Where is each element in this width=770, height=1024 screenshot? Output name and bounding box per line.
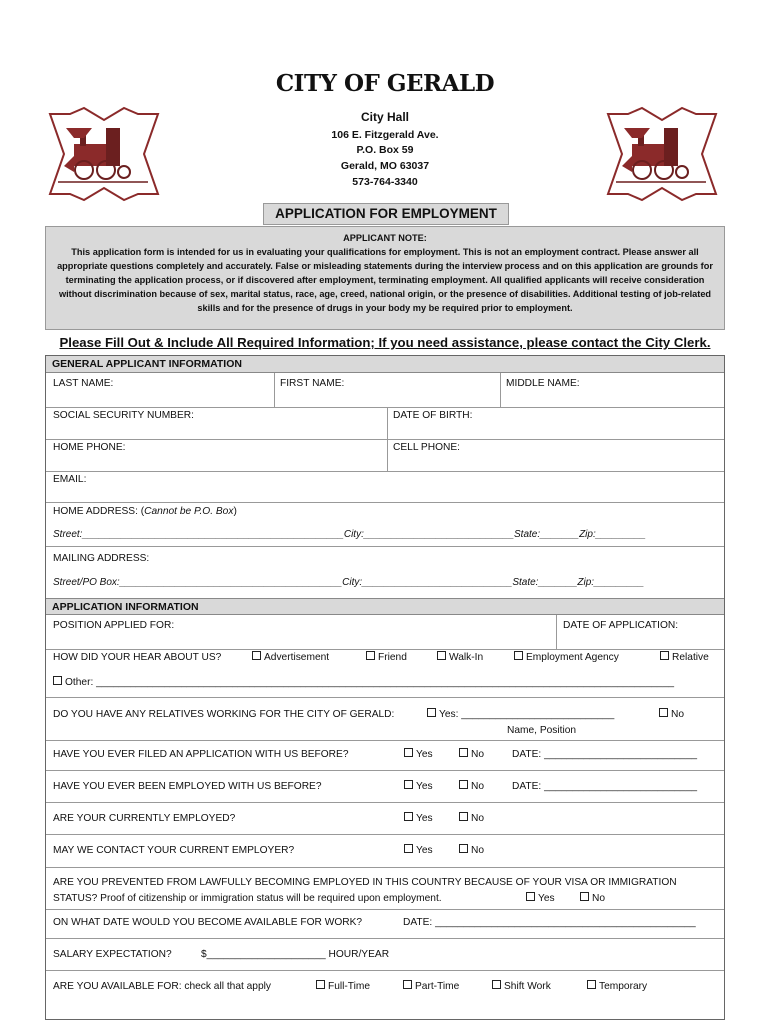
checkbox-icon[interactable]	[404, 748, 413, 757]
available-for-question: ARE YOU AVAILABLE FOR: check all that apply	[53, 981, 271, 992]
phone-number: 573-764-3340	[352, 176, 418, 188]
checkbox-icon[interactable]	[459, 748, 468, 757]
available-date-question: ON WHAT DATE WOULD YOU BECOME AVAILABLE FOR WORK?	[53, 917, 363, 928]
prevented-question-line2: STATUS? Proof of citizenship or immigration status will be required upon employment.	[53, 893, 442, 904]
currently-employed-no-option[interactable]: No	[459, 812, 484, 824]
filed-no-option[interactable]: No	[459, 748, 484, 760]
part-time-option[interactable]: Part-Time	[403, 980, 459, 992]
salary-line: $_____________________ HOUR/YEAR	[201, 949, 390, 960]
applicant-note	[45, 226, 725, 330]
employment-agency-option[interactable]: Employment Agency	[514, 651, 619, 663]
first-name-label: FIRST NAME:	[280, 378, 345, 389]
checkbox-icon[interactable]	[404, 780, 413, 789]
checkbox-icon[interactable]	[427, 708, 436, 717]
application-section-heading: APPLICATION INFORMATION	[46, 598, 724, 615]
email-label: EMAIL:	[53, 474, 87, 485]
checkbox-icon[interactable]	[587, 980, 596, 989]
checkbox-icon[interactable]	[659, 708, 668, 717]
friend-option[interactable]: Friend	[366, 651, 407, 663]
address-street: 106 E. Fitzgerald Ave.	[331, 129, 439, 141]
fill-out-instruction: Please Fill Out & Include All Required Information; If you need assistance, please contact the City Clerk.	[59, 335, 711, 350]
name-position-caption: Name, Position	[507, 725, 577, 736]
checkbox-icon[interactable]	[403, 980, 412, 989]
shift-work-option[interactable]: Shift Work	[492, 980, 551, 992]
advertisement-option[interactable]: Advertisement	[252, 651, 329, 663]
contact-employer-question: MAY WE CONTACT YOUR CURRENT EMPLOYER?	[53, 845, 295, 856]
salary-question: SALARY EXPECTATION?	[53, 949, 172, 960]
relatives-question: DO YOU HAVE ANY RELATIVES WORKING FOR THE CITY OF GERALD:	[53, 709, 395, 720]
checkbox-icon[interactable]	[404, 812, 413, 821]
checkbox-icon[interactable]	[366, 651, 375, 660]
how-hear-label: HOW DID YOUR HEAR ABOUT US?	[53, 652, 222, 663]
home-address-line: Street:_______________________________________________City:___________________________State:_______Zip:_________	[53, 529, 646, 540]
prevented-no-option[interactable]: No	[580, 892, 605, 904]
checkbox-icon[interactable]	[459, 812, 468, 821]
dob-label: DATE OF BIRTH:	[393, 410, 473, 421]
checkbox-icon[interactable]	[53, 676, 62, 685]
contact-employer-yes-option[interactable]: Yes	[404, 844, 433, 856]
middle-name-label: MIDDLE NAME:	[506, 378, 580, 389]
applicant-note-heading: APPLICANT NOTE:	[343, 233, 427, 243]
temporary-option[interactable]: Temporary	[587, 980, 647, 992]
currently-employed-question: ARE YOUR CURRENTLY EMPLOYED?	[53, 813, 236, 824]
prevented-question-line1: ARE YOU PREVENTED FROM LAWFULLY BECOMING EMPLOYED IN THIS COUNTRY BECAUSE OF YOUR VISA OR IMMIGRATION	[53, 877, 677, 888]
available-date-line: DATE: ______________________________________________	[403, 917, 696, 928]
checkbox-icon[interactable]	[437, 651, 446, 660]
checkbox-icon[interactable]	[526, 892, 535, 901]
application-form	[45, 355, 725, 1020]
date-of-application-label: DATE OF APPLICATION:	[563, 620, 679, 631]
currently-employed-yes-option[interactable]: Yes	[404, 812, 433, 824]
filed-yes-option[interactable]: Yes	[404, 748, 433, 760]
relatives-no-option[interactable]: No	[659, 708, 684, 720]
checkbox-icon[interactable]	[252, 651, 261, 660]
general-section-heading: GENERAL APPLICANT INFORMATION	[46, 356, 724, 373]
checkbox-icon[interactable]	[459, 844, 468, 853]
home-address-label: HOME ADDRESS: (Cannot be P.O. Box)	[53, 506, 237, 517]
mailing-address-label: MAILING ADDRESS:	[53, 553, 150, 564]
cell-phone-label: CELL PHONE:	[393, 442, 460, 453]
contact-employer-no-option[interactable]: No	[459, 844, 484, 856]
checkbox-icon[interactable]	[404, 844, 413, 853]
filed-date-line: DATE: ___________________________	[512, 749, 698, 760]
home-phone-label: HOME PHONE:	[53, 442, 126, 453]
city-hall-label: City Hall	[360, 110, 409, 124]
page-title: CITY OF GERALD	[275, 70, 495, 97]
form-subtitle: APPLICATION FOR EMPLOYMENT	[263, 203, 509, 225]
last-name-label: LAST NAME:	[53, 378, 114, 389]
other-option[interactable]: Other: ______________________________________________________________________________________________________	[53, 676, 674, 688]
checkbox-icon[interactable]	[316, 980, 325, 989]
employed-before-question: HAVE YOU EVER BEEN EMPLOYED WITH US BEFORE?	[53, 781, 322, 792]
applicant-note-body: This application form is intended for us in evaluating your qualifications for employment. This is not an employment contract. Please answer all appropriate questions completely and accurately. False or misleading statements during the interview process and on this application are grounds for terminating the application process, or if discovered after employment, terminating employment. All qualified applicants will receive consideration without discrimination because of sex, marital status, race, age, creed, national origin, or the presence of disabilities. Additional testing of job-related skills and for the presence of drugs in your body my be required prior to employment.	[57, 247, 713, 313]
position-label: POSITION APPLIED FOR:	[53, 620, 175, 631]
checkbox-icon[interactable]	[514, 651, 523, 660]
full-time-option[interactable]: Full-Time	[316, 980, 370, 992]
mailing-address-line: Street/PO Box:________________________________________City:___________________________State:_______Zip:_________	[53, 577, 645, 588]
checkbox-icon[interactable]	[459, 780, 468, 789]
walk-in-option[interactable]: Walk-In	[437, 651, 483, 663]
checkbox-icon[interactable]	[660, 651, 669, 660]
address-po-box: P.O. Box 59	[356, 144, 414, 156]
checkbox-icon[interactable]	[492, 980, 501, 989]
prevented-yes-option[interactable]: Yes	[526, 892, 555, 904]
address-city-state: Gerald, MO 63037	[340, 160, 430, 172]
relatives-yes-option[interactable]: Yes: ___________________________	[427, 708, 614, 720]
employed-before-yes-option[interactable]: Yes	[404, 780, 433, 792]
employed-before-date-line: DATE: ___________________________	[512, 781, 698, 792]
filed-before-question: HAVE YOU EVER FILED AN APPLICATION WITH US BEFORE?	[53, 749, 349, 760]
ssn-label: SOCIAL SECURITY NUMBER:	[53, 410, 194, 421]
relative-option[interactable]: Relative	[660, 651, 709, 663]
checkbox-icon[interactable]	[580, 892, 589, 901]
employed-before-no-option[interactable]: No	[459, 780, 484, 792]
